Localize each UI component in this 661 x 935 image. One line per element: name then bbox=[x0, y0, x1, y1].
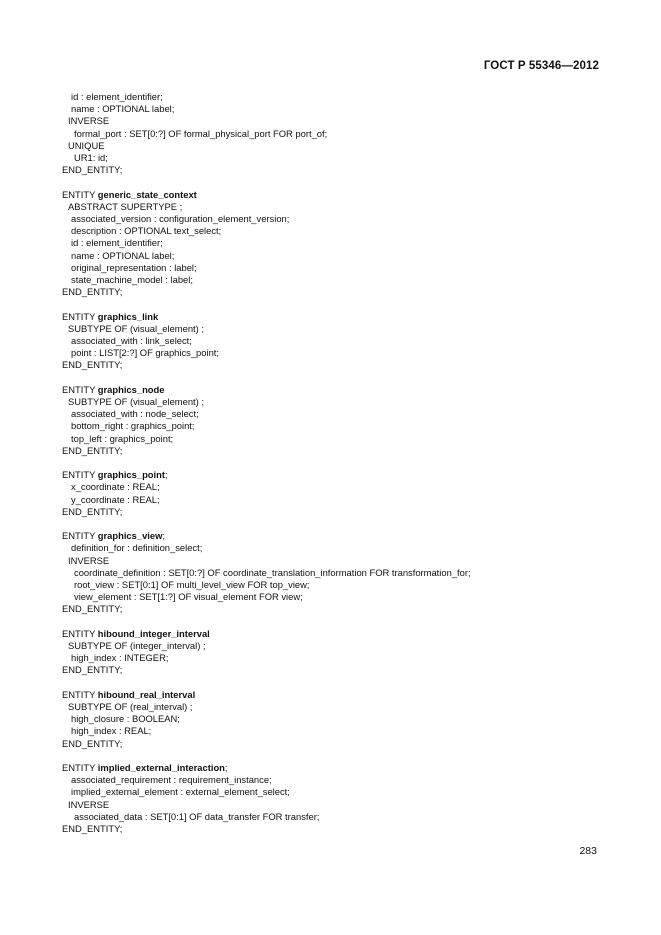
code-line: associated_data : SET[0:1] OF data_transfer FOR transfer; bbox=[74, 810, 320, 822]
code-line: bottom_right : graphics_point; bbox=[71, 420, 195, 432]
code-line: UNIQUE bbox=[68, 139, 105, 151]
code-line: definition_for : definition_select; bbox=[71, 542, 203, 554]
code-line: associated_version : configuration_element_version; bbox=[71, 213, 290, 225]
code-line: id : element_identifier; bbox=[71, 91, 163, 102]
code-line: x_coordinate : REAL; bbox=[71, 481, 160, 493]
code-line: view_element : SET[1:?] OF visual_element FOR view; bbox=[74, 591, 303, 603]
blank-line bbox=[62, 750, 622, 762]
code-line: formal_port : SET[0:?] OF formal_physical_port FOR port_of; bbox=[74, 127, 328, 139]
express-code-listing bbox=[62, 91, 622, 835]
blank-line bbox=[62, 677, 622, 689]
code-line: original_representation : label; bbox=[71, 261, 197, 273]
code-line: SUBTYPE OF (visual_element) ; bbox=[68, 396, 204, 408]
entity-name: generic_state_context bbox=[97, 188, 197, 200]
code-line: high_closure : BOOLEAN; bbox=[71, 713, 180, 725]
blank-line bbox=[62, 457, 622, 469]
keyword: ENTITY bbox=[62, 469, 98, 481]
code-line: state_machine_model : label; bbox=[71, 274, 193, 286]
code-line: description : OPTIONAL text_select; bbox=[71, 225, 222, 237]
entity-declaration bbox=[62, 311, 622, 323]
entity-suffix: ; bbox=[162, 530, 166, 542]
blank-line bbox=[62, 518, 622, 530]
entity-declaration bbox=[62, 469, 622, 481]
standard-header: ГОСТ Р 55346—2012 bbox=[483, 60, 599, 72]
code-line: implied_external_element : external_element_select; bbox=[71, 786, 290, 798]
entity-declaration bbox=[62, 762, 622, 774]
code-line: associated_requirement : requirement_instance; bbox=[71, 774, 272, 786]
entity-name: graphics_view bbox=[97, 530, 163, 542]
entity-name: implied_external_interaction bbox=[97, 762, 225, 774]
code-line: coordinate_definition : SET[0:?] OF coordinate_translation_information FOR transformation_for; bbox=[74, 566, 471, 578]
keyword: ENTITY bbox=[62, 310, 98, 322]
keyword: ENTITY bbox=[62, 627, 98, 639]
entity-declaration bbox=[62, 384, 622, 396]
code-line: INVERSE bbox=[68, 798, 110, 810]
code-line: high_index : REAL; bbox=[71, 725, 152, 737]
blank-line bbox=[62, 176, 622, 188]
code-line: high_index : INTEGER; bbox=[71, 652, 169, 664]
code-line: END_ENTITY; bbox=[62, 737, 123, 749]
code-line: SUBTYPE OF (real_interval) ; bbox=[68, 701, 193, 713]
code-line: ABSTRACT SUPERTYPE ; bbox=[68, 200, 183, 212]
code-line: INVERSE bbox=[68, 115, 110, 127]
code-line: END_ENTITY; bbox=[62, 359, 123, 371]
entity-name: hibound_real_interval bbox=[97, 688, 196, 700]
entity-name: graphics_point bbox=[97, 469, 165, 481]
blank-line bbox=[62, 372, 622, 384]
code-line: END_ENTITY; bbox=[62, 444, 123, 456]
code-line: END_ENTITY; bbox=[62, 664, 123, 676]
page-number: 283 bbox=[579, 845, 597, 857]
code-line: END_ENTITY; bbox=[62, 603, 123, 615]
code-line: id : element_identifier; bbox=[71, 237, 163, 249]
code-line: associated_with : node_select; bbox=[71, 408, 199, 420]
keyword: ENTITY bbox=[62, 688, 98, 700]
keyword: ENTITY bbox=[62, 383, 98, 395]
code-line: point : LIST[2:?] OF graphics_point; bbox=[71, 347, 219, 359]
entity-declaration bbox=[62, 530, 622, 542]
code-line: END_ENTITY; bbox=[62, 164, 123, 176]
keyword: ENTITY bbox=[62, 762, 98, 774]
blank-line bbox=[62, 616, 622, 628]
code-line: SUBTYPE OF (visual_element) ; bbox=[68, 322, 204, 334]
code-line: top_left : graphics_point; bbox=[71, 432, 174, 444]
entity-suffix: ; bbox=[224, 762, 228, 774]
entity-name: graphics_node bbox=[97, 383, 165, 395]
code-line: root_view : SET[0:1] OF multi_level_view FOR top_view; bbox=[74, 579, 310, 591]
code-line: INVERSE bbox=[68, 554, 110, 566]
entity-name: graphics_link bbox=[97, 310, 159, 322]
code-line: END_ENTITY; bbox=[62, 286, 123, 298]
code-line: END_ENTITY; bbox=[62, 505, 123, 517]
code-line: UR1: id; bbox=[74, 152, 108, 164]
code-line: END_ENTITY; bbox=[62, 823, 123, 835]
code-line: SUBTYPE OF (integer_interval) ; bbox=[68, 640, 206, 652]
entity-declaration bbox=[62, 189, 622, 201]
keyword: ENTITY bbox=[62, 188, 98, 200]
code-line: name : OPTIONAL label; bbox=[71, 103, 175, 115]
entity-declaration bbox=[62, 689, 622, 701]
entity-suffix: ; bbox=[164, 469, 168, 481]
entity-name: hibound_integer_interval bbox=[97, 627, 210, 639]
entity-declaration bbox=[62, 628, 622, 640]
keyword: ENTITY bbox=[62, 530, 98, 542]
blank-line bbox=[62, 298, 622, 310]
code-line: y_coordinate : REAL; bbox=[71, 493, 160, 505]
code-line: name : OPTIONAL label; bbox=[71, 249, 175, 261]
code-line: associated_with : link_select; bbox=[71, 335, 192, 347]
